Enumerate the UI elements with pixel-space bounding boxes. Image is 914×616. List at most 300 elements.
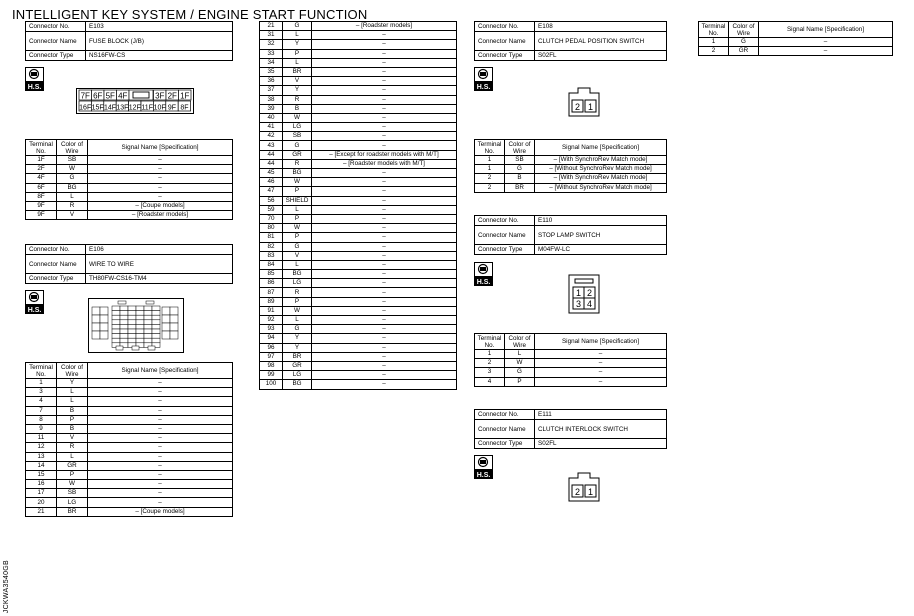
- signal-cell: –: [535, 359, 667, 368]
- terminal-cell: 12: [26, 443, 57, 452]
- value: STOP LAMP SWITCH: [535, 226, 667, 245]
- color-cell: BR: [505, 183, 535, 192]
- pin-cell: [112, 334, 120, 339]
- table-row: [260, 224, 457, 233]
- pin-cell: [100, 323, 108, 331]
- table-row: [260, 205, 457, 214]
- color-cell: G: [57, 174, 88, 183]
- table-row: [260, 141, 457, 150]
- pin-cell: [92, 315, 100, 323]
- terminal-cell: 93: [260, 325, 283, 334]
- pin-cell: [152, 324, 160, 329]
- value: E106: [86, 245, 233, 255]
- signal-cell: –: [312, 141, 457, 150]
- table-row: [26, 211, 233, 220]
- color-cell: R: [283, 159, 312, 168]
- pin-cell: [152, 338, 160, 343]
- signal-cell: –: [312, 270, 457, 279]
- table-row: [26, 507, 233, 516]
- label: Connector Type: [26, 51, 86, 61]
- signal-cell: –: [312, 196, 457, 205]
- signal-cell: –: [312, 279, 457, 288]
- color-cell: Y: [283, 343, 312, 352]
- signal-cell: –: [88, 424, 233, 433]
- signal-cell: –: [312, 31, 457, 40]
- label: Connector No.: [26, 22, 86, 32]
- pin-cell: [112, 311, 120, 316]
- pin-cell: [100, 307, 108, 315]
- pin-cell: [170, 323, 178, 331]
- pin-cell: [112, 315, 120, 320]
- signal-cell: –: [312, 371, 457, 380]
- table-row: [260, 95, 457, 104]
- table-row: [260, 196, 457, 205]
- pin-cell: [152, 320, 160, 325]
- pin-label: 14F: [103, 104, 117, 112]
- signal-cell: –: [312, 113, 457, 122]
- color-cell: BG: [283, 169, 312, 178]
- pin-cell: [112, 338, 120, 343]
- header-signal: Signal Name [Specification]: [88, 363, 233, 379]
- pin-cell: [170, 307, 178, 315]
- signal-cell: –: [88, 192, 233, 201]
- signal-cell: –: [312, 95, 457, 104]
- table-row: [260, 178, 457, 187]
- table-row: [475, 359, 667, 368]
- signal-cell: –: [88, 498, 233, 507]
- table-row: [260, 334, 457, 343]
- value: WIRE TO WIRE: [86, 255, 233, 274]
- pin-cell: [100, 331, 108, 339]
- table-row: [260, 242, 457, 251]
- pin-label: 4: [586, 299, 593, 309]
- table-row: [26, 443, 233, 452]
- pin-cell: [100, 315, 108, 323]
- table-row: [26, 183, 233, 192]
- value: FUSE BLOCK (J/B): [86, 32, 233, 51]
- terminal-cell: 85: [260, 270, 283, 279]
- pin-label: 15F: [91, 104, 104, 112]
- hs-label: H.S.: [27, 307, 42, 314]
- page-title: INTELLIGENT KEY SYSTEM / ENGINE START FUNCTION: [12, 7, 368, 22]
- table-row: [26, 480, 233, 489]
- pin-cell: [120, 315, 128, 320]
- hs-icon: [474, 262, 493, 286]
- header-terminal: Terminal No.: [475, 140, 505, 156]
- terminal-cell: 84: [260, 260, 283, 269]
- signal-cell: –: [312, 224, 457, 233]
- table-row: [260, 233, 457, 242]
- pin-cell: [112, 320, 120, 325]
- color-cell: GR: [729, 47, 759, 56]
- terminal-cell: 33: [260, 49, 283, 58]
- table-row: [260, 123, 457, 132]
- signal-cell: – [With SynchroRev Match mode]: [535, 174, 667, 183]
- signal-cell: –: [312, 242, 457, 251]
- table-row: [260, 251, 457, 260]
- connector-lock: [133, 92, 149, 98]
- color-cell: B: [57, 406, 88, 415]
- terminal-cell: 43: [260, 141, 283, 150]
- pin-label: 2: [574, 487, 581, 497]
- pin-cell: [162, 323, 170, 331]
- signal-cell: –: [88, 470, 233, 479]
- terminal-cell: 8: [26, 415, 57, 424]
- terminal-cell: 3: [475, 368, 505, 377]
- signal-cell: –: [88, 388, 233, 397]
- table-row: [260, 270, 457, 279]
- terminal-cell: 3: [26, 388, 57, 397]
- hs-label: H.S.: [476, 84, 491, 91]
- signal-cell: –: [312, 260, 457, 269]
- color-cell: R: [57, 201, 88, 210]
- hs-label: H.S.: [476, 472, 491, 479]
- color-cell: BG: [283, 270, 312, 279]
- pin-label: 10F: [153, 104, 166, 112]
- terminal-cell: 4: [26, 397, 57, 406]
- signal-cell: – [Roadster models]: [88, 211, 233, 220]
- header-color: Color of Wire: [505, 140, 535, 156]
- signal-cell: – [With SynchroRev Match mode]: [535, 156, 667, 165]
- terminal-cell: 97: [260, 352, 283, 361]
- label: Connector No.: [26, 245, 86, 255]
- color-cell: L: [57, 452, 88, 461]
- signal-cell: –: [312, 205, 457, 214]
- table-row: [260, 49, 457, 58]
- table-row: [475, 156, 667, 165]
- signal-cell: –: [312, 380, 457, 389]
- signal-cell: –: [759, 38, 893, 47]
- pin-cell: [116, 346, 123, 350]
- pin-cell: [152, 315, 160, 320]
- color-cell: L: [283, 205, 312, 214]
- terminal-cell: 7: [26, 406, 57, 415]
- pin-cell: [120, 311, 128, 316]
- connector-face-e111: [566, 472, 602, 502]
- label: Connector Type: [475, 51, 535, 61]
- pin-cell: [144, 320, 152, 325]
- color-cell: B: [283, 104, 312, 113]
- value: S02FL: [535, 439, 667, 449]
- pin-cell: [152, 311, 160, 316]
- color-cell: R: [283, 95, 312, 104]
- signal-cell: –: [88, 443, 233, 452]
- color-cell: GR: [283, 150, 312, 159]
- pin-label: 6F: [93, 91, 103, 101]
- terminal-table-e106-b: [259, 21, 457, 390]
- terminal-cell: 2F: [26, 165, 57, 174]
- signal-cell: –: [312, 352, 457, 361]
- signal-cell: –: [312, 104, 457, 113]
- pin-cell: [170, 331, 178, 339]
- pin-cell: [136, 324, 144, 329]
- signal-cell: –: [312, 334, 457, 343]
- terminal-cell: 92: [260, 316, 283, 325]
- table-row: [260, 343, 457, 352]
- value: TH80FW-CS16-TM4: [86, 274, 233, 284]
- terminal-cell: 100: [260, 380, 283, 389]
- label: Connector Type: [475, 245, 535, 255]
- signal-cell: –: [88, 434, 233, 443]
- table-row: [260, 306, 457, 315]
- pin-cell: [136, 338, 144, 343]
- signal-cell: –: [88, 165, 233, 174]
- pin-cell: [152, 306, 160, 311]
- value: CLUTCH INTERLOCK SWITCH: [535, 420, 667, 439]
- color-cell: SHIELD: [283, 196, 312, 205]
- pin-label: 7F: [80, 91, 90, 101]
- signal-cell: –: [312, 67, 457, 76]
- terminal-cell: 80: [260, 224, 283, 233]
- color-cell: P: [57, 415, 88, 424]
- color-cell: BR: [283, 67, 312, 76]
- header-color: Color of Wire: [729, 22, 759, 38]
- pin-cell: [120, 306, 128, 311]
- terminal-cell: 46: [260, 178, 283, 187]
- signal-cell: –: [312, 233, 457, 242]
- pin-label: 1: [587, 102, 594, 112]
- pin-label: 1: [587, 487, 594, 497]
- table-row: [260, 31, 457, 40]
- table-row: [26, 452, 233, 461]
- pin-cell: [162, 307, 170, 315]
- table-row: [260, 325, 457, 334]
- value: S02FL: [535, 51, 667, 61]
- value: M04FW-LC: [535, 245, 667, 255]
- pin-cell: [144, 329, 152, 334]
- color-cell: W: [57, 480, 88, 489]
- header-signal: Signal Name [Specification]: [88, 140, 233, 156]
- signal-cell: –: [88, 406, 233, 415]
- terminal-cell: 4: [475, 377, 505, 386]
- terminal-cell: 44: [260, 150, 283, 159]
- color-cell: G: [505, 368, 535, 377]
- color-cell: P: [283, 187, 312, 196]
- pin-cell: [162, 331, 170, 339]
- header-color: Color of Wire: [505, 334, 535, 350]
- pin-label: 1F: [180, 91, 190, 101]
- hs-label: H.S.: [27, 84, 42, 91]
- table-row: [26, 415, 233, 424]
- color-cell: B: [57, 424, 88, 433]
- table-row: [260, 380, 457, 389]
- signal-cell: –: [88, 452, 233, 461]
- signal-cell: – [Roadster models with M/T]: [312, 159, 457, 168]
- pin-label: 3F: [155, 91, 165, 101]
- terminal-cell: 37: [260, 86, 283, 95]
- connector-info-e110: [474, 215, 667, 255]
- pin-cell: [144, 306, 152, 311]
- signal-cell: –: [312, 58, 457, 67]
- pin-cell: [128, 324, 136, 329]
- terminal-cell: 8F: [26, 192, 57, 201]
- terminal-cell: 1: [475, 350, 505, 359]
- pin-cell: [136, 320, 144, 325]
- pin-cell: [144, 338, 152, 343]
- table-row: [260, 159, 457, 168]
- pin-cell: [136, 334, 144, 339]
- pin-label: 2: [574, 102, 581, 112]
- pin-cell: [112, 324, 120, 329]
- terminal-cell: 35: [260, 67, 283, 76]
- table-row: [475, 368, 667, 377]
- pin-label: 11F: [141, 104, 153, 112]
- terminal-cell: 86: [260, 279, 283, 288]
- table-row: [26, 470, 233, 479]
- signal-cell: –: [88, 174, 233, 183]
- pin-cell: [144, 324, 152, 329]
- connector-info-e108: [474, 21, 667, 61]
- color-cell: L: [57, 397, 88, 406]
- signal-cell: –: [88, 461, 233, 470]
- table-row: [475, 377, 667, 386]
- hs-icon: [25, 290, 44, 314]
- pin-cell: [128, 315, 136, 320]
- color-cell: LG: [57, 498, 88, 507]
- signal-cell: – [Coupe models]: [88, 507, 233, 516]
- color-cell: P: [283, 214, 312, 223]
- terminal-cell: 2: [699, 47, 729, 56]
- terminal-cell: 36: [260, 77, 283, 86]
- signal-cell: –: [312, 316, 457, 325]
- color-cell: Y: [57, 379, 88, 388]
- color-cell: GR: [283, 361, 312, 370]
- pin-cell: [162, 315, 170, 323]
- color-cell: G: [283, 325, 312, 334]
- terminal-cell: 70: [260, 214, 283, 223]
- terminal-cell: 1: [475, 165, 505, 174]
- table-row: [26, 379, 233, 388]
- table-row: [260, 288, 457, 297]
- terminal-cell: 1: [699, 38, 729, 47]
- signal-cell: – [Except for roadster models with M/T]: [312, 150, 457, 159]
- table-row: [260, 86, 457, 95]
- pin-label: 2: [586, 288, 593, 298]
- pin-cell: [128, 329, 136, 334]
- color-cell: GR: [57, 461, 88, 470]
- color-cell: LG: [283, 279, 312, 288]
- table-row: [699, 47, 893, 56]
- table-row: [475, 174, 667, 183]
- signal-cell: –: [312, 306, 457, 315]
- signal-cell: –: [312, 178, 457, 187]
- table-row: [260, 371, 457, 380]
- pin-label: 5F: [105, 91, 115, 101]
- pin-label: 9F: [167, 104, 177, 112]
- signal-cell: –: [312, 40, 457, 49]
- table-row: [26, 424, 233, 433]
- label: Connector No.: [475, 410, 535, 420]
- table-row: [475, 165, 667, 174]
- table-row: [26, 434, 233, 443]
- terminal-cell: 1: [475, 156, 505, 165]
- header-signal: Signal Name [Specification]: [535, 140, 667, 156]
- terminal-cell: 47: [260, 187, 283, 196]
- pin-cell: [120, 329, 128, 334]
- color-cell: G: [505, 165, 535, 174]
- table-row: [26, 165, 233, 174]
- table-row: [260, 260, 457, 269]
- table-row: [26, 156, 233, 165]
- pin-cell: [128, 334, 136, 339]
- color-cell: SB: [505, 156, 535, 165]
- table-row: [260, 132, 457, 141]
- color-cell: LG: [283, 371, 312, 380]
- terminal-cell: 91: [260, 306, 283, 315]
- hs-label: H.S.: [476, 279, 491, 286]
- value: CLUTCH PEDAL POSITION SWITCH: [535, 32, 667, 51]
- terminal-cell: 41: [260, 123, 283, 132]
- terminal-cell: 83: [260, 251, 283, 260]
- pin-cell: [120, 338, 128, 343]
- pin-label: 12F: [128, 104, 141, 112]
- table-row: [260, 214, 457, 223]
- signal-cell: –: [312, 343, 457, 352]
- label: Connector No.: [475, 216, 535, 226]
- signal-cell: –: [88, 379, 233, 388]
- color-cell: R: [57, 443, 88, 452]
- table-row: [26, 388, 233, 397]
- terminal-cell: 34: [260, 58, 283, 67]
- terminal-cell: 45: [260, 169, 283, 178]
- terminal-cell: 2: [475, 174, 505, 183]
- color-cell: P: [283, 49, 312, 58]
- table-row: [26, 489, 233, 498]
- connector-face-e108: [566, 87, 602, 117]
- pin-cell: [144, 315, 152, 320]
- label: Connector Type: [475, 439, 535, 449]
- signal-cell: –: [88, 480, 233, 489]
- terminal-cell: 42: [260, 132, 283, 141]
- pin-cell: [120, 324, 128, 329]
- pin-label: 8F: [180, 104, 189, 112]
- terminal-cell: 87: [260, 288, 283, 297]
- label: Connector Name: [26, 255, 86, 274]
- signal-cell: –: [312, 214, 457, 223]
- signal-cell: –: [312, 123, 457, 132]
- pin-cell: [144, 311, 152, 316]
- color-cell: W: [283, 113, 312, 122]
- pin-label: 16F: [79, 104, 92, 112]
- table-row: [26, 174, 233, 183]
- value: E110: [535, 216, 667, 226]
- table-row: [260, 169, 457, 178]
- pin-cell: [120, 334, 128, 339]
- pin-label: 3: [575, 299, 582, 309]
- color-cell: L: [57, 388, 88, 397]
- signal-cell: –: [88, 397, 233, 406]
- terminal-cell: 94: [260, 334, 283, 343]
- pin-cell: [136, 329, 144, 334]
- terminal-cell: 39: [260, 104, 283, 113]
- table-row: [260, 40, 457, 49]
- table-row: [26, 461, 233, 470]
- table-row: [26, 498, 233, 507]
- color-cell: G: [283, 22, 312, 31]
- label: Connector Name: [475, 420, 535, 439]
- table-row: [475, 183, 667, 192]
- signal-cell: –: [535, 350, 667, 359]
- terminal-cell: 38: [260, 95, 283, 104]
- label: Connector Name: [26, 32, 86, 51]
- terminal-cell: 9F: [26, 201, 57, 210]
- table-row: [260, 297, 457, 306]
- signal-cell: – [Roadster models]: [312, 22, 457, 31]
- connector-face-e106: [88, 298, 184, 353]
- signal-cell: –: [312, 251, 457, 260]
- color-cell: L: [283, 58, 312, 67]
- header-terminal: Terminal No.: [26, 363, 57, 379]
